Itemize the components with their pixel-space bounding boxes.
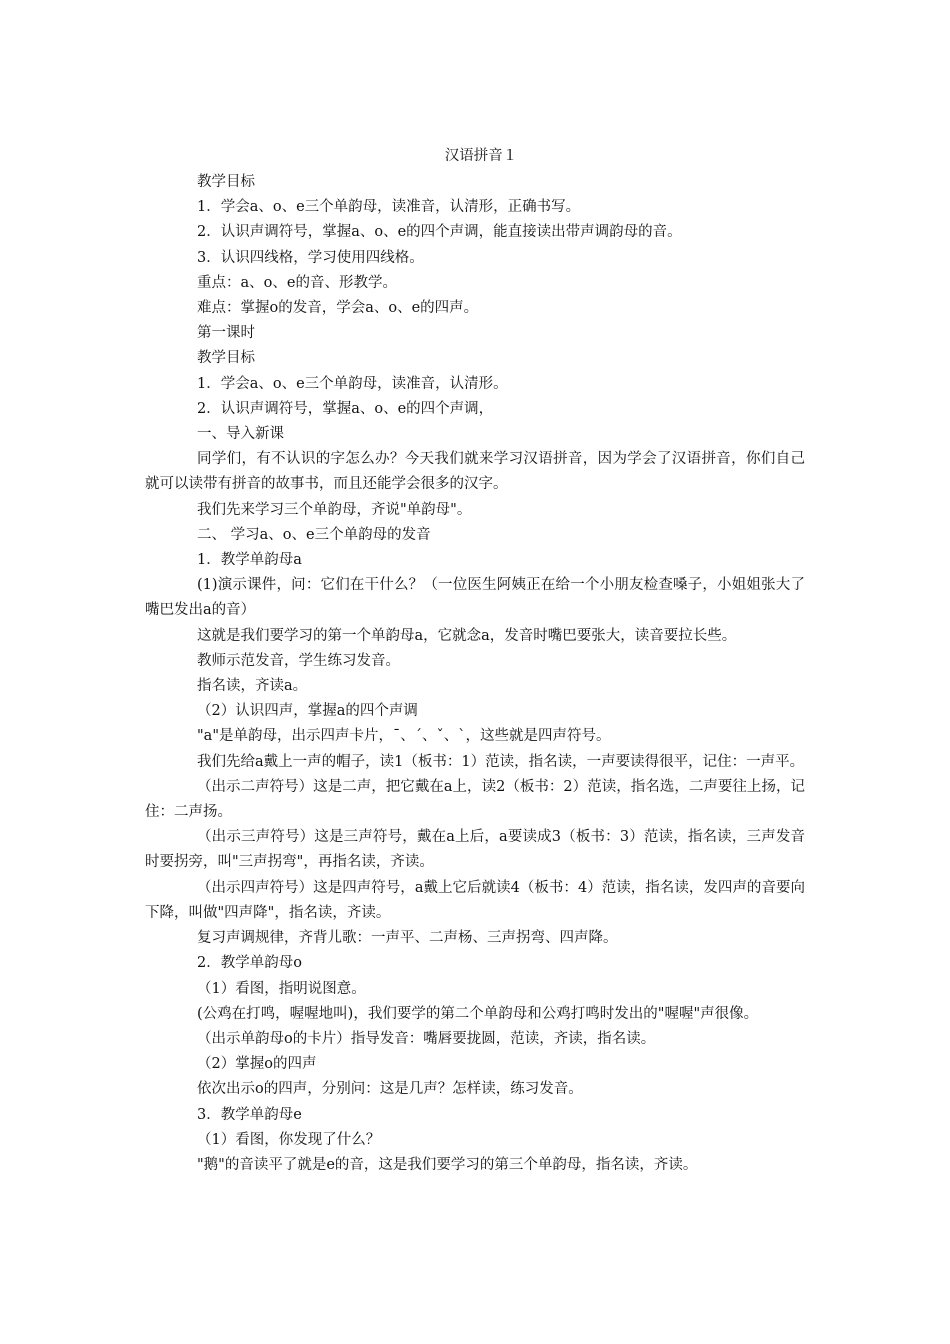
- paragraph-demo-courseware: (1)演示课件，问：它们在干什么？（一位医生阿姨正在给一个小朋友检查嗓子，小姐姐张大了嘴巴发出a的音）: [145, 577, 805, 619]
- paragraph-goal-2: 2．认识声调符号，掌握a、o、e的四个声调，能直接读出带声调韵母的音。: [197, 224, 682, 241]
- document-page: [145, 144, 805, 1178]
- paragraph-tone-marks: "a"是单韵母，出示四声卡片，ˉ、ˊ、ˇ、ˋ，这些就是四声符号。: [197, 728, 611, 745]
- paragraph-review-tones: 复习声调规律，齐背儿歌：一声平、二声杨、三声拐弯、四声降。: [197, 930, 618, 947]
- paragraph-e-look-picture: （1）看图，你发现了什么？: [197, 1131, 381, 1148]
- paragraph-intro-text: 同学们，有不认识的字怎么办？今天我们就来学习汉语拼音，因为学会了汉语拼音，你们自己就可以读带有拼音的故事书，而且还能学会很多的汉字。: [145, 451, 805, 493]
- paragraph-read-a: 指名读，齐读a。: [197, 678, 308, 695]
- paragraph-difficulty: 难点：掌握o的发音，学会a、o、e的四声。: [197, 300, 479, 317]
- paragraph-section-intro: 一、导入新课: [197, 426, 284, 443]
- paragraph-goal-3: 3．认识四线格，学习使用四线格。: [197, 249, 424, 266]
- paragraph-teaching-goals-heading: 教学目标: [197, 174, 255, 190]
- paragraph-teacher-demo: 教师示范发音，学生练习发音。: [197, 652, 400, 669]
- paragraph-teach-o: 2．教学单韵母o: [197, 955, 302, 972]
- paragraph-teach-e: 3．教学单韵母e: [197, 1106, 302, 1123]
- paragraph-first-vowel-a: 这就是我们要学习的第一个单韵母a，它就念a，发音时嘴巴要张大，读音要拉长些。: [197, 627, 737, 644]
- paragraph-tone-1: 我们先给a戴上一声的帽子，读1（板书：1）范读，指名读，一声要读得很平，记住：一声平。: [197, 753, 805, 770]
- paragraph-lesson-goal-1: 1．学会a、o、e三个单韵母，读准音，认清形。: [197, 375, 508, 392]
- paragraph-o-card: （出示单韵母o的卡片）指导发音：嘴唇要拢圆，范读，齐读，指名读。: [197, 1030, 656, 1047]
- document-body: [145, 170, 805, 1178]
- paragraph-e-goose: "鹅"的音读平了就是e的音，这是我们要学习的第三个单韵母，指名读，齐读。: [197, 1156, 698, 1173]
- paragraph-tone-3: （出示三声符号）这是三声符号，戴在a上后，a要读成3（板书：3）范读，指名读，三声发音时要拐旁，叫"三声拐弯"，再指名读，齐读。: [145, 829, 805, 871]
- paragraph-section-learn-vowels: 二、 学习a、o、e三个单韵母的发音: [197, 526, 431, 543]
- paragraph-four-tones-a: （2）认识四声，掌握a的四个声调: [197, 703, 418, 720]
- paragraph-lesson-goal-2: 2．认识声调符号，掌握a、o、e的四个声调，: [197, 400, 494, 417]
- paragraph-goal-1: 1．学会a、o、e三个单韵母，读准音，认清形，正确书写。: [197, 199, 581, 216]
- paragraph-tone-2: （出示二声符号）这是二声，把它戴在a上，读2（板书：2）范读，指名选，二声要往上扬，记住：二声扬。: [145, 778, 805, 821]
- paragraph-o-rooster: (公鸡在打鸣，喔喔地叫)，我们要学的第二个单韵母和公鸡打鸣时发出的"喔喔"声很像。: [197, 1005, 759, 1022]
- paragraph-tone-4: （出示四声符号）这是四声符号，a戴上它后就读4（板书：4）范读，指名读，发四声的音要向下降，叫做"四声降"，指名读，齐读。: [145, 879, 805, 921]
- document-title: 汉语拼音１: [444, 148, 518, 164]
- paragraph-o-look-picture: （1）看图，指明说图意。: [197, 980, 366, 997]
- paragraph-o-four-tones: （2）掌握o的四声: [197, 1056, 317, 1073]
- paragraph-lesson-goals-heading: 教学目标: [197, 350, 255, 367]
- paragraph-key-point: 重点：a、o、e的音、形教学。: [197, 274, 397, 291]
- paragraph-intro-vowels: 我们先来学习三个单韵母，齐说"单韵母"。: [197, 501, 472, 518]
- paragraph-o-practice: 依次出示o的四声，分别问：这是几声？怎样读，练习发音。: [197, 1081, 583, 1098]
- paragraph-teach-a: 1．教学单韵母a: [197, 552, 302, 569]
- paragraph-first-lesson: 第一课时: [197, 325, 255, 342]
